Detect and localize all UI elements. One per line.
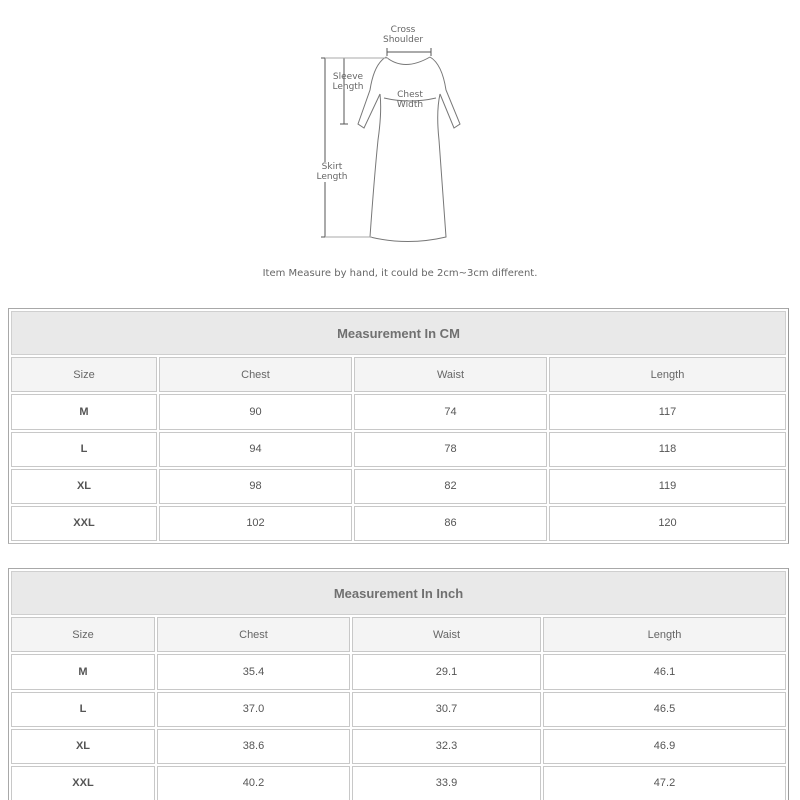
chest-cell: 102 (159, 506, 352, 541)
size-cell: XXL (11, 766, 155, 800)
table-title: Measurement In Inch (11, 571, 786, 615)
table-title-row (11, 571, 786, 615)
chest-cell: 35.4 (157, 654, 350, 689)
size-cell: XL (11, 729, 155, 764)
label-line: Length (316, 172, 348, 182)
size-table-cm (8, 308, 789, 544)
dress-measurement-diagram (300, 20, 480, 250)
length-cell: 46.5 (543, 692, 786, 727)
table-row (11, 692, 786, 727)
length-cell: 120 (549, 506, 786, 541)
label-line: Chest (397, 90, 423, 100)
label-line: Cross (390, 25, 416, 35)
table-row (11, 654, 786, 689)
table-row (11, 394, 786, 429)
waist-cell: 29.1 (352, 654, 541, 689)
column-header-size: Size (11, 617, 155, 652)
label-line: Width (396, 100, 424, 110)
waist-cell: 33.9 (352, 766, 541, 800)
length-cell: 47.2 (543, 766, 786, 800)
size-cell: L (11, 432, 157, 467)
sleeve-length-label (330, 72, 366, 92)
waist-cell: 78 (354, 432, 547, 467)
chest-cell: 98 (159, 469, 352, 504)
length-cell: 119 (549, 469, 786, 504)
waist-cell: 32.3 (352, 729, 541, 764)
chest-cell: 40.2 (157, 766, 350, 800)
chest-cell: 90 (159, 394, 352, 429)
waist-cell: 30.7 (352, 692, 541, 727)
waist-cell: 86 (354, 506, 547, 541)
chest-cell: 38.6 (157, 729, 350, 764)
length-cell: 46.1 (543, 654, 786, 689)
length-cell: 118 (549, 432, 786, 467)
table-row (11, 432, 786, 467)
table-row (11, 506, 786, 541)
chest-cell: 37.0 (157, 692, 350, 727)
table-title-row (11, 311, 786, 355)
column-header-size: Size (11, 357, 157, 392)
column-header-length: Length (543, 617, 786, 652)
dress-outline-icon (300, 20, 480, 250)
size-cell: M (11, 654, 155, 689)
measurement-note: Item Measure by hand, it could be 2cm~3cm different. (262, 268, 538, 279)
size-cell: XXL (11, 506, 157, 541)
table-row (11, 766, 786, 800)
column-header-chest: Chest (159, 357, 352, 392)
column-header-length: Length (549, 357, 786, 392)
table-header-row (11, 617, 786, 652)
chest-cell: 94 (159, 432, 352, 467)
column-header-waist: Waist (352, 617, 541, 652)
chest-width-label (392, 90, 428, 110)
table-row (11, 729, 786, 764)
size-cell: L (11, 692, 155, 727)
size-cell: M (11, 394, 157, 429)
cross-shoulder-label (383, 25, 423, 45)
table-header-row (11, 357, 786, 392)
label-line: Skirt (321, 162, 343, 172)
length-cell: 117 (549, 394, 786, 429)
label-line: Length (332, 82, 364, 92)
table-title: Measurement In CM (11, 311, 786, 355)
column-header-chest: Chest (157, 617, 350, 652)
column-header-waist: Waist (354, 357, 547, 392)
waist-cell: 74 (354, 394, 547, 429)
label-line: Shoulder (383, 35, 424, 45)
label-line: Sleeve (332, 72, 364, 82)
table-row (11, 469, 786, 504)
size-cell: XL (11, 469, 157, 504)
skirt-length-label (314, 162, 350, 182)
size-table-inch (8, 568, 789, 800)
waist-cell: 82 (354, 469, 547, 504)
length-cell: 46.9 (543, 729, 786, 764)
